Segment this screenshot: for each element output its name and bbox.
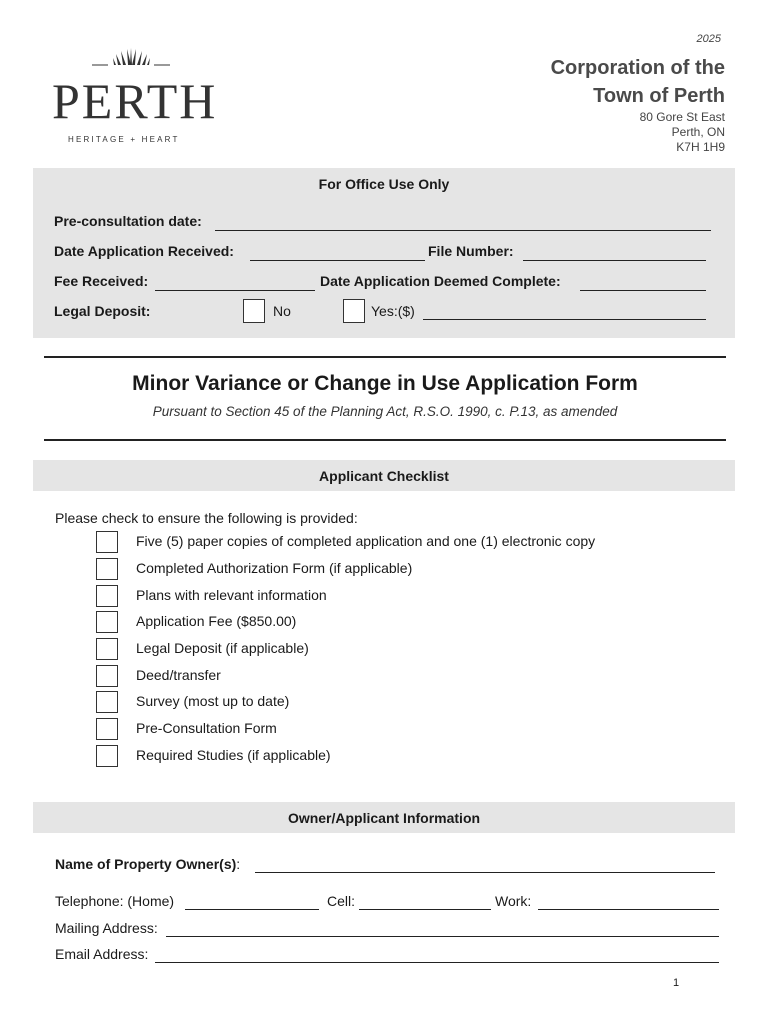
- checklist-checkbox[interactable]: [96, 745, 118, 767]
- checklist-intro: Please check to ensure the following is provided:: [55, 510, 358, 526]
- telephone-home-label: Telephone: (Home): [55, 893, 175, 909]
- checklist-checkbox[interactable]: [96, 665, 118, 687]
- year: 2025: [696, 33, 721, 45]
- checklist-checkbox[interactable]: [96, 531, 118, 553]
- preconsultation-date-field[interactable]: [215, 230, 711, 231]
- checklist-item-label: Plans with relevant information: [136, 587, 327, 603]
- legal-deposit-yes-label: Yes:($): [371, 303, 415, 319]
- organization-address: [640, 110, 725, 155]
- cell-label: Cell:: [327, 893, 356, 909]
- date-received-field[interactable]: [250, 260, 425, 261]
- fee-received-label: Fee Received:: [54, 273, 149, 289]
- email-address-field[interactable]: [155, 962, 719, 963]
- email-address-label: Email Address:: [55, 946, 149, 962]
- work-label: Work:: [495, 893, 532, 909]
- checklist-checkbox[interactable]: [96, 691, 118, 713]
- checklist-checkbox[interactable]: [96, 558, 118, 580]
- owner-name-field[interactable]: [255, 872, 715, 873]
- checklist-checkbox[interactable]: [96, 718, 118, 740]
- work-field[interactable]: [538, 909, 719, 910]
- mailing-address-field[interactable]: [166, 936, 719, 937]
- checklist-item-label: Legal Deposit (if applicable): [136, 640, 309, 656]
- organization-name: [551, 54, 725, 110]
- checklist-item-label: Pre-Consultation Form: [136, 720, 277, 736]
- legal-deposit-yes-checkbox[interactable]: [343, 299, 365, 323]
- office-use-title: For Office Use Only: [318, 176, 450, 192]
- bottom-divider: [44, 439, 726, 441]
- checklist-item-label: Five (5) paper copies of completed application and one (1) electronic copy: [136, 533, 596, 549]
- form-subtitle: Pursuant to Section 45 of the Planning Act, R.S.O. 1990, c. P.13, as amended: [152, 404, 618, 419]
- checklist-checkbox[interactable]: [96, 638, 118, 660]
- checklist-checkbox[interactable]: [96, 585, 118, 607]
- checklist-title: Applicant Checklist: [319, 468, 449, 484]
- checklist-item-label: Application Fee ($850.00): [136, 613, 297, 629]
- owner-title: Owner/Applicant Information: [287, 810, 481, 826]
- checklist-item-label: Survey (most up to date): [136, 693, 290, 709]
- mailing-address-label: Mailing Address:: [55, 920, 158, 936]
- telephone-home-field[interactable]: [185, 909, 319, 910]
- legal-deposit-no-checkbox[interactable]: [243, 299, 265, 323]
- fee-received-field[interactable]: [155, 290, 315, 291]
- cell-field[interactable]: [359, 909, 491, 910]
- legal-deposit-amount-field[interactable]: [423, 319, 706, 320]
- legal-deposit-no-label: No: [273, 303, 291, 319]
- address-line-2: Perth, ON: [671, 125, 725, 139]
- address-line-3: K7H 1H9: [676, 140, 725, 154]
- office-use-section: [33, 168, 735, 338]
- checklist-checkbox[interactable]: [96, 611, 118, 633]
- organization-line-2: Town of Perth: [593, 85, 725, 107]
- logo-wordmark: PERTH: [52, 73, 218, 129]
- file-number-field[interactable]: [523, 260, 706, 261]
- organization-line-1: Corporation of the: [550, 57, 725, 79]
- checklist-item-label: Deed/transfer: [136, 667, 221, 683]
- deemed-complete-label: Date Application Deemed Complete:: [320, 273, 561, 289]
- date-received-label: Date Application Received:: [54, 243, 234, 259]
- checklist-header: [33, 460, 735, 491]
- deemed-complete-field[interactable]: [580, 290, 706, 291]
- page-number: 1: [673, 977, 680, 989]
- checklist-item-label: Completed Authorization Form (if applicable): [136, 560, 413, 576]
- top-divider: [44, 356, 726, 358]
- owner-name-label: Name of Property Owner(s):: [55, 856, 241, 872]
- address-line-1: 80 Gore St East: [639, 110, 725, 124]
- file-number-label: File Number:: [428, 243, 514, 259]
- owner-header: [33, 802, 735, 833]
- logo-tagline: HERITAGE + HEART: [68, 135, 180, 144]
- form-title: Minor Variance or Change in Use Application Form: [132, 372, 638, 395]
- legal-deposit-label: Legal Deposit:: [54, 303, 151, 319]
- checklist-item-label: Required Studies (if applicable): [136, 747, 331, 763]
- perth-logo: [50, 44, 218, 149]
- preconsultation-date-label: Pre-consultation date:: [54, 213, 202, 229]
